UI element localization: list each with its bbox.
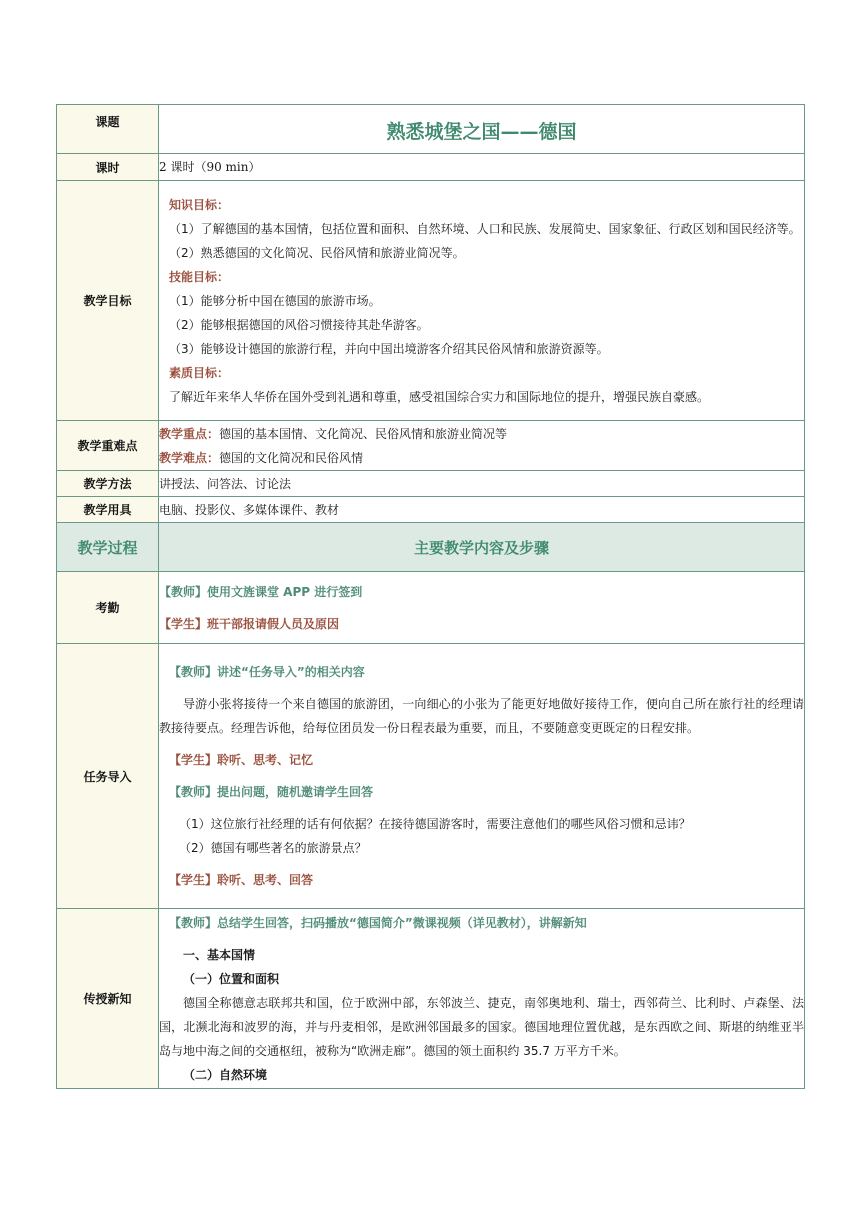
intro-story: 导游小张将接待一个来自德国的旅游团，一向细心的小张为了能更好地做好接待工作，便向自己所在旅行社的经理请教接待要点。经理告诉他，给每位团员发一份日程表最为重要，而且，不要随意变更既定的日程安排。 [159, 697, 804, 735]
difficult-title: 教学难点： [159, 450, 220, 465]
skill-item: （2）能够根据德国的风俗习惯接待其赴华游客。 [169, 317, 429, 332]
difficult-text: 德国的文化简况和民俗风情 [219, 450, 364, 465]
section-heading: 一、基本国情 [183, 947, 256, 962]
intro-question: （2）德国有哪些著名的旅游景点？ [179, 841, 367, 855]
attendance-student: 【学生】班干部报请假人员及原因 [159, 616, 340, 631]
objectives-content [159, 181, 805, 421]
skill-item: （3）能够设计德国的旅游行程，并向中国出境游客介绍其民俗风情和旅游资源等。 [169, 341, 609, 356]
method-value: 讲授法、问答法、讨论法 [159, 471, 805, 497]
tools-label: 教学用具 [57, 497, 159, 523]
attendance-content [159, 572, 805, 644]
process-header-row [57, 523, 805, 572]
lesson-plan-table [56, 104, 805, 1089]
topic-cell [159, 105, 805, 154]
knowledge-title: 知识目标： [169, 197, 230, 212]
intro-question: （1）这位旅行社经理的话有何依据？在接待德国游客时，需要注意他们的哪些风俗习惯和忌讳？ [179, 817, 691, 831]
attendance-row [57, 572, 805, 644]
new-knowledge-row [57, 909, 805, 1089]
key-text: 德国的基本国情、文化简况、民俗风情和旅游业简况等 [219, 426, 508, 441]
location-text: 德国全称德意志联邦共和国，位于欧洲中部，东邻波兰、捷克，南邻奥地利、瑞士，西邻荷兰、比利时、卢森堡、法国，北濒北海和波罗的海，并与丹麦相邻，是欧洲邻国最多的国家。德国地理位置优越，是东西欧之间、斯堪的纳维亚半岛与地中海之间的交通枢纽，被称为“欧洲走廊”。德国的领土面积约 35.7 万平方千米。 [159, 995, 804, 1058]
intro-teacher-1: 【教师】讲述“任务导入”的相关内容 [169, 665, 365, 679]
subsection-heading: （二）自然环境 [183, 1067, 268, 1082]
tools-row [57, 497, 805, 523]
quality-title: 素质目标： [169, 365, 230, 380]
objectives-row [57, 181, 805, 421]
hours-label: 课时 [57, 154, 159, 181]
process-header-left: 教学过程 [57, 523, 159, 572]
method-label: 教学方法 [57, 471, 159, 497]
intro-content [159, 644, 805, 909]
process-header-right: 主要教学内容及步骤 [159, 523, 805, 572]
intro-label: 任务导入 [57, 644, 159, 909]
new-teacher: 【教师】总结学生回答，扫码播放“德国简介”微课视频（详见教材），讲解新知 [169, 915, 587, 930]
intro-student-1: 【学生】聆听、思考、记忆 [169, 753, 314, 767]
topic-label: 课题 [57, 105, 159, 154]
quality-item: 了解近年来华人华侨在国外受到礼遇和尊重，感受祖国综合实力和国际地位的提升，增强民族自豪感。 [169, 389, 710, 404]
hours-value: 2 课时（90 min） [159, 154, 805, 181]
topic-row [57, 105, 805, 154]
intro-student-2: 【学生】聆听、思考、回答 [169, 873, 314, 887]
new-knowledge-content [159, 909, 805, 1089]
keypoints-content [159, 421, 805, 471]
attendance-label: 考勤 [57, 572, 159, 644]
hours-row [57, 154, 805, 181]
keypoints-label: 教学重难点 [57, 421, 159, 471]
objectives-label: 教学目标 [57, 181, 159, 421]
page-title: 熟悉城堡之国——德国 [386, 121, 577, 143]
new-knowledge-label: 传授新知 [57, 909, 159, 1089]
tools-value: 电脑、投影仪、多媒体课件、教材 [159, 497, 805, 523]
knowledge-item: （2）熟悉德国的文化简况、民俗风情和旅游业简况等。 [169, 245, 465, 260]
intro-row [57, 644, 805, 909]
intro-teacher-2: 【教师】提出问题，随机邀请学生回答 [169, 785, 374, 799]
skill-title: 技能目标： [169, 269, 230, 284]
skill-item: （1）能够分析中国在德国的旅游市场。 [169, 293, 381, 308]
keypoints-row [57, 421, 805, 471]
knowledge-item: （1）了解德国的基本国情，包括位置和面积、自然环境、人口和民族、发展简史、国家象征、行政区划和国民经济等。 [169, 221, 801, 236]
attendance-teacher: 【教师】使用文旌课堂 APP 进行签到 [159, 584, 363, 599]
subsection-heading: （一）位置和面积 [183, 971, 280, 986]
key-title: 教学重点： [159, 426, 220, 441]
method-row [57, 471, 805, 497]
